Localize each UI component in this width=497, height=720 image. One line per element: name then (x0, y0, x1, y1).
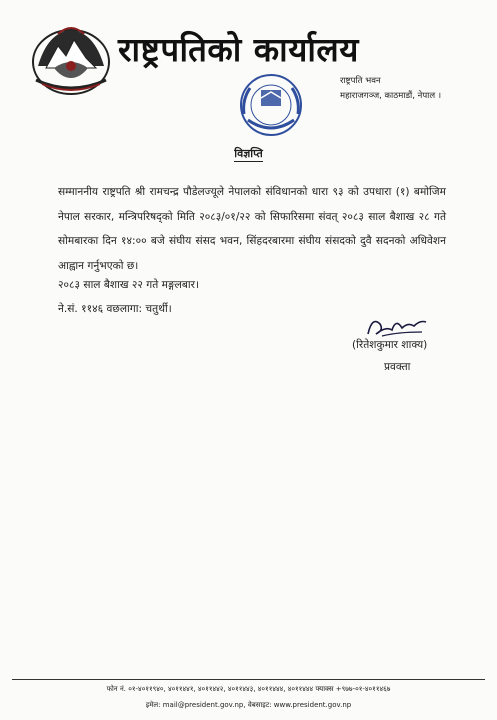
nepal-emblem-icon (28, 22, 114, 98)
office-seal-icon (230, 70, 312, 140)
footer-divider (12, 679, 485, 680)
date-line: २०८३ साल बैशाख २२ गते मङ्गलबार। (58, 279, 200, 291)
notice-body: सम्माननीय राष्ट्रपति श्री रामचन्द्र पौडेलज्यूले नेपालको संविधानको धारा ९३ को उपधारा (१) बमोजिम नेपाल सरकार, मन्त्रिपरिषद्को मिति २०८३/०१/२२ को सिफारिसमा संवत् २०८३ साल बैशाख २८ गते सोमबारका दिन १४:०० बजे संघीय संसद भवन, सिंहदरबारमा संघीय संसदको दुवै सदनको अधिवेशन आह्वान गर्नुभएको छ। (58, 186, 446, 272)
footer-email: इमेल: mail@president.gov.np, वेबसाइट: www.president.gov.np (145, 701, 352, 709)
nepal-sambat-line: ने.सं. ११४६ वछलागा: चतुर्थी। (58, 303, 172, 315)
notice-title-text: विज्ञप्ति (234, 147, 263, 160)
footer-phone: फोन नं. ०१-४०११९४०, ४०११४४१, ४०११४४२, ४०११४४३, ४०११४४४, ४०११४४४ फ्याक्स +९७७-०१-४०११४६७ (106, 685, 391, 693)
address-line: महाराजगञ्ज, काठमाडौं, नेपाल । (340, 91, 442, 101)
address-line: राष्ट्रपति भवन (340, 76, 381, 86)
signatory-role: प्रवक्ता (384, 361, 411, 373)
signatory-name: (रितेशकुमार शाक्य) (352, 339, 428, 351)
office-title: राष्ट्रपतिको कार्यालय (118, 30, 359, 69)
notice-title (0, 146, 497, 161)
office-address (340, 74, 441, 104)
